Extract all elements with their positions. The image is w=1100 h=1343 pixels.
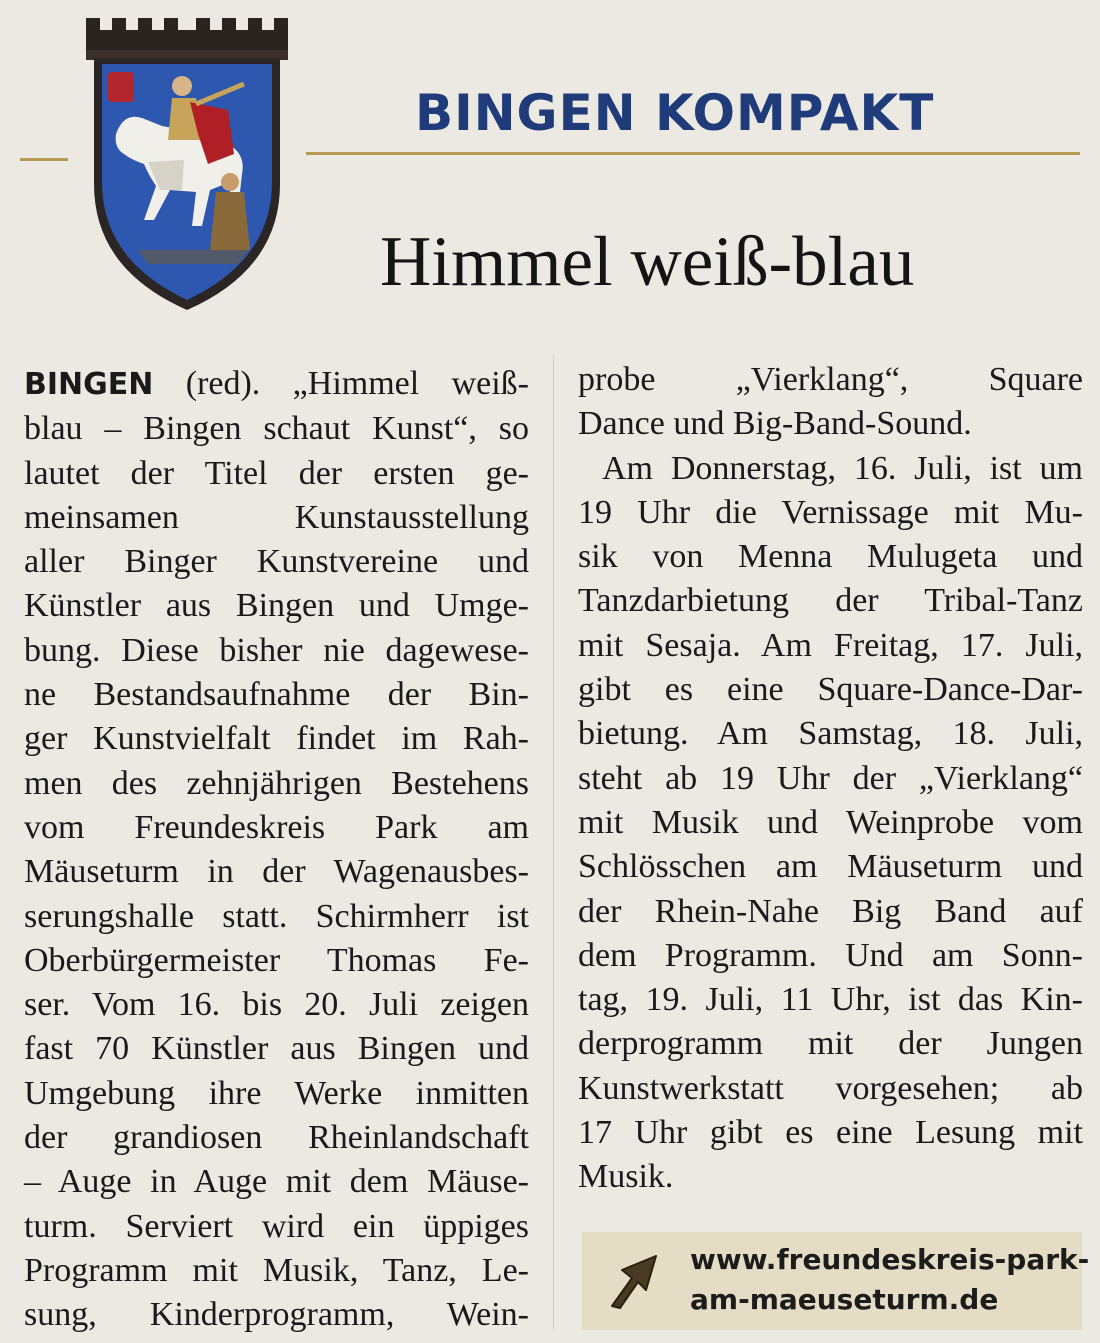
article-line: Am Donnerstag, 16. Juli, ist um [602,449,1083,487]
article-line: Oberbürgermeister Thomas Fe- [24,941,529,979]
article-line: sung, Kinderprogramm, Wein- [24,1296,529,1334]
article-line: bietung. Am Samstag, 18. Juli, [578,715,1083,753]
header-rule-left [20,158,68,161]
article-line: serungshalle statt. Schirmherr ist [24,897,529,935]
web-link-line-2: am-maeuseturm.de [690,1283,999,1316]
article-line: – Auge in Auge mit dem Mäuse- [24,1163,529,1201]
article-line: aller Binger Kunstvereine und [24,543,529,581]
header-rule-right [306,152,1080,155]
article-line: mit Sesaja. Am Freitag, 17. Juli, [578,626,1083,664]
article-line: meinsamen Kunstausstellung [24,498,529,536]
article-column-right [578,358,1083,1200]
article-line: bung. Diese bisher nie dagewese- [24,631,529,669]
bingen-coat-of-arms-icon [78,14,296,316]
section-title: BINGEN KOMPAKT [415,84,935,142]
article-line: Programm mit Musik, Tanz, Le- [24,1251,529,1289]
article-line: Künstler aus Bingen und Umge- [24,587,529,625]
web-link-box[interactable] [582,1232,1090,1330]
article-line: derprogramm mit der Jungen [578,1025,1083,1063]
article-line: probe „Vierklang“, Square [578,361,1083,398]
article-line: Kunstwerkstatt vorgesehen; ab [578,1069,1083,1107]
article-line: fast 70 Künstler aus Bingen und [24,1030,529,1068]
article-line: ser. Vom 16. bis 20. Juli zeigen [24,986,529,1024]
headline: Himmel weiß-blau [380,223,915,301]
article-line: BINGEN (red). „Himmel weiß- [24,365,529,402]
article-line: gibt es eine Square-Dance-Dar- [578,671,1083,709]
article-line: Mäuseturm in der Wagenausbes- [24,853,529,891]
article-line: ger Kunstvielfalt findet im Rah- [24,720,529,758]
arrow-pointer-icon [608,1252,660,1310]
article-line: blau – Bingen schaut Kunst“, so [24,410,529,448]
web-link-line-1: www.freundeskreis-park- [690,1243,1090,1276]
column-divider [553,355,554,1330]
article-line: sik von Menna Mulugeta und [578,538,1083,576]
article-line: Musik. [578,1158,674,1196]
article-line: vom Freundeskreis Park am [24,808,529,846]
article-line: der Rhein-Nahe Big Band auf [578,892,1083,930]
article-line: 17 Uhr gibt es eine Lesung mit [578,1114,1083,1152]
article-line: Tanzdarbietung der Tribal-Tanz [578,582,1083,620]
article-line: turm. Serviert wird ein üppiges [24,1207,529,1245]
web-link-url[interactable] [690,1240,1089,1320]
article-line: mit Musik und Weinprobe vom [578,803,1083,841]
article-line: steht ab 19 Uhr der „Vierklang“ [578,759,1083,797]
article-line: der grandiosen Rheinlandschaft [24,1119,529,1157]
article-line: dem Programm. Und am Sonn- [578,936,1083,974]
article-line: Schlösschen am Mäuseturm und [578,848,1083,886]
article-line: men des zehnjährigen Bestehens [24,764,529,802]
dateline: BINGEN [24,367,154,402]
article-line: tag, 19. Juli, 11 Uhr, ist das Kin- [578,981,1083,1019]
article-column-left [24,362,529,1338]
article-line: 19 Uhr die Vernissage mit Mu- [578,493,1083,531]
article-line: Dance und Big-Band-Sound. [578,405,972,443]
article-line: lautet der Titel der ersten ge- [24,454,529,492]
article-line: ne Bestandsaufnahme der Bin- [24,676,529,714]
article-line: Umgebung ihre Werke inmitten [24,1074,529,1112]
